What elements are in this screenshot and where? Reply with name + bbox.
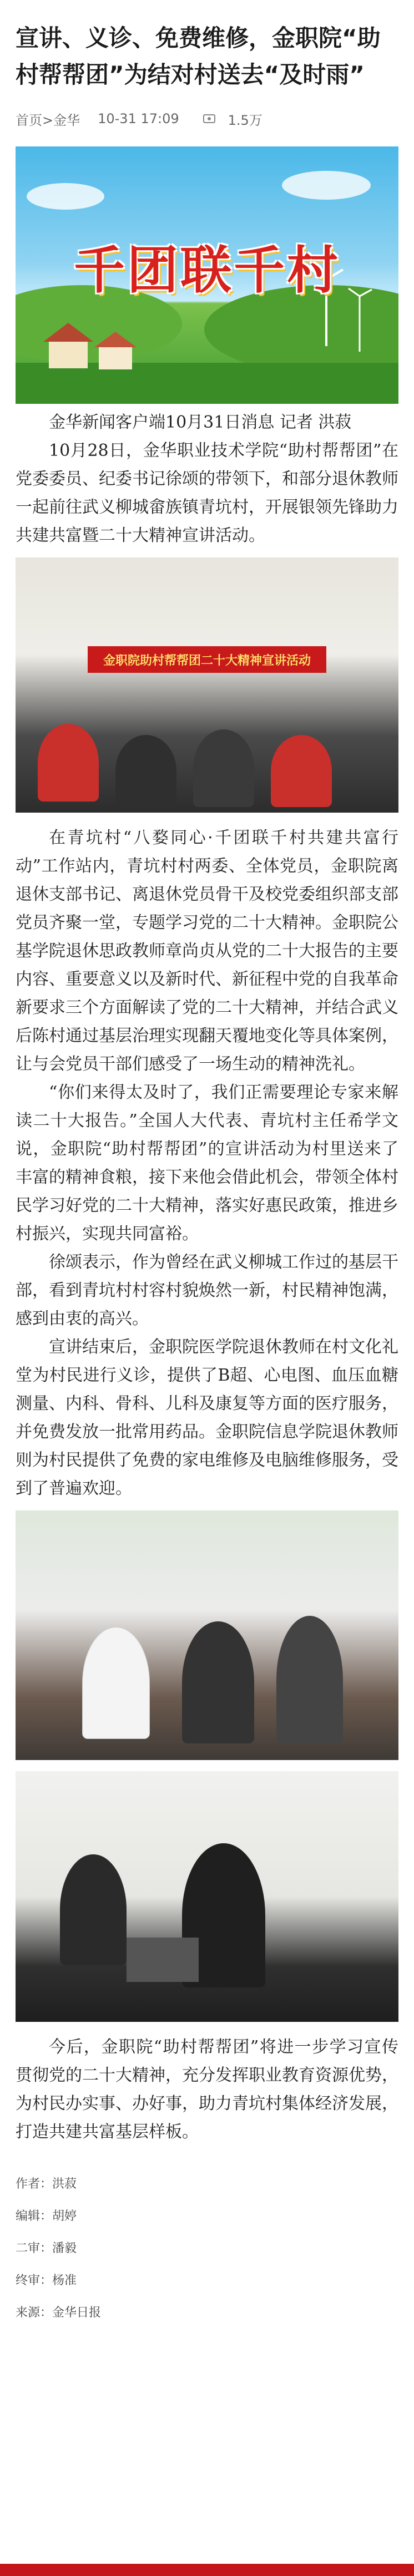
photo-banner: 金职院助村帮帮团二十大精神宣讲活动	[88, 646, 326, 673]
doctor-figure	[82, 1627, 150, 1739]
repair-figure	[60, 1854, 127, 1965]
paragraph-byline: 金华新闻客户端10月31日消息 记者 洪菽	[49, 413, 352, 432]
hero-title: 千团联千村	[73, 240, 340, 300]
photo-clinic	[16, 1510, 398, 1760]
credit-second-review: 二审：潘毅	[16, 2242, 77, 2255]
audience-figure	[193, 729, 254, 807]
audience-figure	[115, 735, 176, 807]
paragraph-6: 今后，金职院“助村帮帮团”将进一步学习宣传贯彻党的二十大精神，充分发挥职业教育资源优势，为村民办实事、办好事，助力青坑村集体经济发展，打造共建共富基层样板。	[16, 2037, 398, 2142]
paragraph-2: 在青坑村“八婺同心·千团联千村共建共富行动”工作站内，青坑村村两委、全体党员，金职院离退休支部书记、离退休党员骨干及校党委组织部支部党员齐聚一堂，专题学习党的二十大精神。金职院公基学院退休思政教师章尚贞从党的二十大报告的主要内容、重要意义以及新时代、新征程中党的自我革命新要求三个方面解读了党的二十大精神，并结合武义后陈村通过基层治理实现翻天覆地变化等具体案例，让与会党员干部们感受了一场生动的精神洗礼。	[16, 828, 398, 1074]
credit-editor: 编辑：胡婷	[16, 2209, 77, 2223]
equipment	[127, 1938, 199, 1982]
bottom-accent-bar	[0, 2564, 414, 2576]
publish-date: 10-31 17:09	[98, 111, 179, 126]
view-count	[203, 109, 270, 129]
paragraph-1: 10月28日，金华职业技术学院“助村帮帮团”在党委委员、纪委书记徐颂的带领下，和部分退休教师一起前往武义柳城畲族镇青坑村，开展银领先锋助力共建共富暨二十大精神宣讲活动。	[16, 441, 398, 545]
view-count-value: 1.5万	[228, 112, 262, 128]
hero-image	[16, 146, 398, 404]
paragraph-4: 徐颂表示，作为曾经在武义柳城工作过的基层干部，看到青坑村村容村貌焕然一新，村民精神饱满，感到由衷的高兴。	[16, 1252, 398, 1328]
eye-icon	[203, 113, 216, 124]
photo-lecture	[16, 557, 398, 813]
villager-figure	[182, 1621, 254, 1743]
breadcrumb[interactable]: 首页>金华	[16, 112, 80, 128]
paragraph-5: 宣讲结束后，金职院医学院退休教师在村文化礼堂为村民进行义诊，提供了B超、心电图、血压血糖测量、内科、骨科、儿科及康复等方面的医疗服务，并免费发放一批常用药品。金职院信息学院退休教师则为村民提供了免费的家电维修及电脑维修服务，受到了普遍欢迎。	[16, 1337, 398, 1498]
audience-figure	[38, 724, 99, 802]
article-title: 宣讲、义诊、免费维修，金职院“助村帮帮团”为结对村送去“及时雨”	[16, 24, 381, 88]
photo-repair	[16, 1771, 398, 2022]
credit-final-review: 终审：杨准	[16, 2274, 77, 2288]
villager-figure	[276, 1616, 343, 1743]
paragraph-3: “你们来得太及时了，我们正需要理论专家来解读二十大报告。”全国人大代表、青坑村主任希学文说，金职院“助村帮帮团”的宣讲活动为村里送来了丰富的精神食粮，接下来他会借此机会，带领全体村民学习好党的二十大精神，落实好惠民政策，推进乡村振兴，实现共同富裕。	[16, 1083, 398, 1244]
audience-figure	[271, 735, 332, 807]
article-credits	[16, 2168, 398, 2329]
credit-author: 作者：洪菽	[16, 2177, 77, 2191]
article-meta	[16, 109, 398, 129]
credit-source: 来源：金华日报	[16, 2306, 102, 2320]
